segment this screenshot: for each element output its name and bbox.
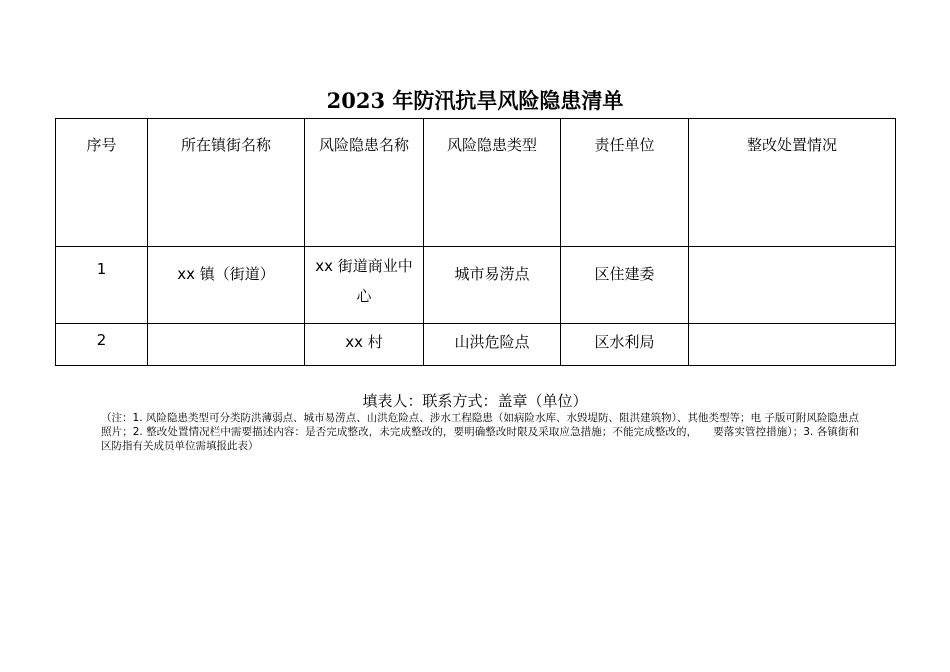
cell-risk-type: 城市易涝点 xyxy=(424,247,561,324)
footnote: （注：1. 风险隐患类型可分类防洪薄弱点、城市易涝点、山洪危险点、涉水工程隐患（如病险水库、水毁堤防、阻洪建筑物）、其他类型等；电 子版可附风险隐患点照片；2. 整改处置情况栏中需要描述内容：是否完成整改，未完成整改的，要明确整改时限及采取应急措施；不能完成整改的， 要落实管控措施）；3. 各镇街和区防指有关成员单位需填报此表） xyxy=(101,412,859,452)
table-row xyxy=(56,324,896,366)
table-row xyxy=(56,247,896,324)
cell-town-name xyxy=(148,324,305,366)
header-responsible-unit: 责任单位 xyxy=(561,119,689,247)
header-rectification-status: 整改处置情况 xyxy=(689,119,896,247)
cell-town-name: xx 镇（街道） xyxy=(148,247,305,324)
cell-serial-number: 1 xyxy=(56,247,148,324)
cell-rectification-status xyxy=(689,247,896,324)
table-header-row xyxy=(56,119,896,247)
cell-risk-name: xx 村 xyxy=(305,324,424,366)
cell-risk-type: 山洪危险点 xyxy=(424,324,561,366)
cell-responsible-unit: 区住建委 xyxy=(561,247,689,324)
cell-rectification-status xyxy=(689,324,896,366)
cell-serial-number: 2 xyxy=(56,324,148,366)
header-risk-name: 风险隐患名称 xyxy=(305,119,424,247)
document-title: 2023 年防汛抗旱风险隐患清单 xyxy=(326,88,624,113)
cell-responsible-unit: 区水利局 xyxy=(561,324,689,366)
header-risk-type: 风险隐患类型 xyxy=(424,119,561,247)
cell-risk-name: xx 街道商业中心 xyxy=(305,247,424,324)
signature-line: 填表人：联系方式：盖章（单位） xyxy=(362,392,588,410)
header-town-name: 所在镇街名称 xyxy=(148,119,305,247)
header-serial-number: 序号 xyxy=(56,119,148,247)
risk-list-table xyxy=(55,118,896,366)
